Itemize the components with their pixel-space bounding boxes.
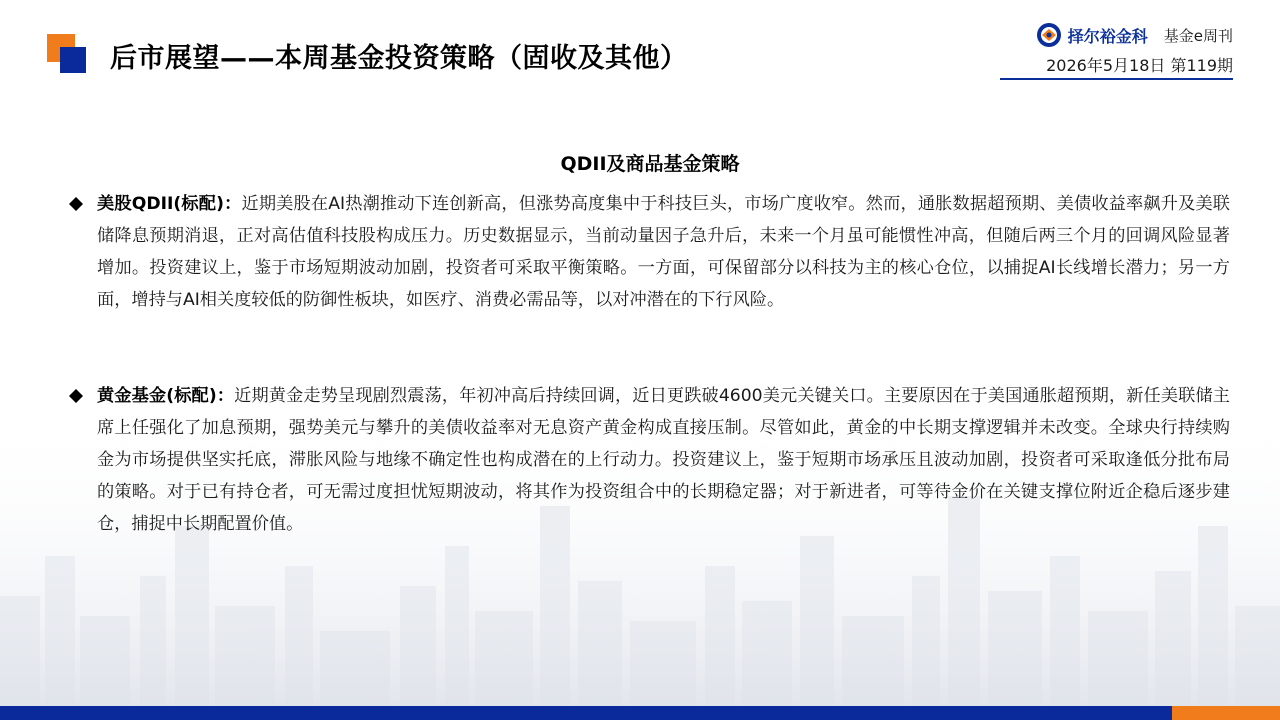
issue-date: 2026年5月18日 第119期 (1046, 56, 1233, 75)
header-divider (1000, 78, 1233, 80)
diamond-bullet-icon (68, 196, 84, 212)
page-title: 后市展望——本周基金投资策略（固收及其他） (110, 43, 688, 74)
bullet-text: 近期黄金走势呈现剧烈震荡，年初冲高后持续回调，近日更跌破4600美元关键关口。主要原因在于美国通胀超预期，新任美联储主席上任强化了加息预期，强势美元与攀升的美债收益率对无息资产黄金构成直接压制。尽管如此，黄金的中长期支撑逻辑并未改变。全球央行持续购金为市场提供坚实托底，滞胀风险与地缘不确定性也构成潜在的上行动力。投资建议上，鉴于短期市场承压且波动加剧，投资者可采取逢低分批布局的策略。对于已有持仓者，可无需过度担忧短期波动，将其作为投资组合中的长期稳定器；对于新进者，可等待金价在关键支撑位附近企稳后逐步建仓，捕捉中长期配置价值。 (97, 386, 1230, 534)
footer-orange-accent (1172, 706, 1280, 720)
footer-blue-bar (0, 706, 1280, 720)
bullet-gold-fund (97, 380, 1230, 540)
bullet-us-qdii (97, 188, 1230, 316)
bullet-lead: 黄金基金(标配)： (97, 386, 235, 406)
section-title: QDII及商品基金策略 (560, 153, 740, 175)
diamond-bullet-icon (68, 388, 84, 404)
publication-name: 基金e周刊 (1163, 26, 1233, 45)
header-blue-square (60, 47, 86, 73)
bullet-text: 近期美股在AI热潮推动下连创新高，但涨势高度集中于科技巨头，市场广度收窄。然而，通胀数据超预期、美债收益率飙升及美联储降息预期消退，正对高估值科技股构成压力。历史数据显示，当前动量因子急升后，未来一个月虽可能惯性冲高，但随后两三个月的回调风险显著增加。投资建议上，鉴于市场短期波动加剧，投资者可采取平衡策略。一方面，可保留部分以科技为主的核心仓位，以捕捉AI长线增长潜力；另一方面，增持与AI相关度较低的防御性板块，如医疗、消费必需品等，以对冲潜在的下行风险。 (97, 194, 1230, 310)
bullet-lead: 美股QDII(标配)： (97, 194, 242, 214)
brand-name: 择尔裕金科 (1067, 26, 1148, 46)
brand-block (1036, 20, 1233, 50)
brand-logo-icon (1036, 22, 1062, 48)
